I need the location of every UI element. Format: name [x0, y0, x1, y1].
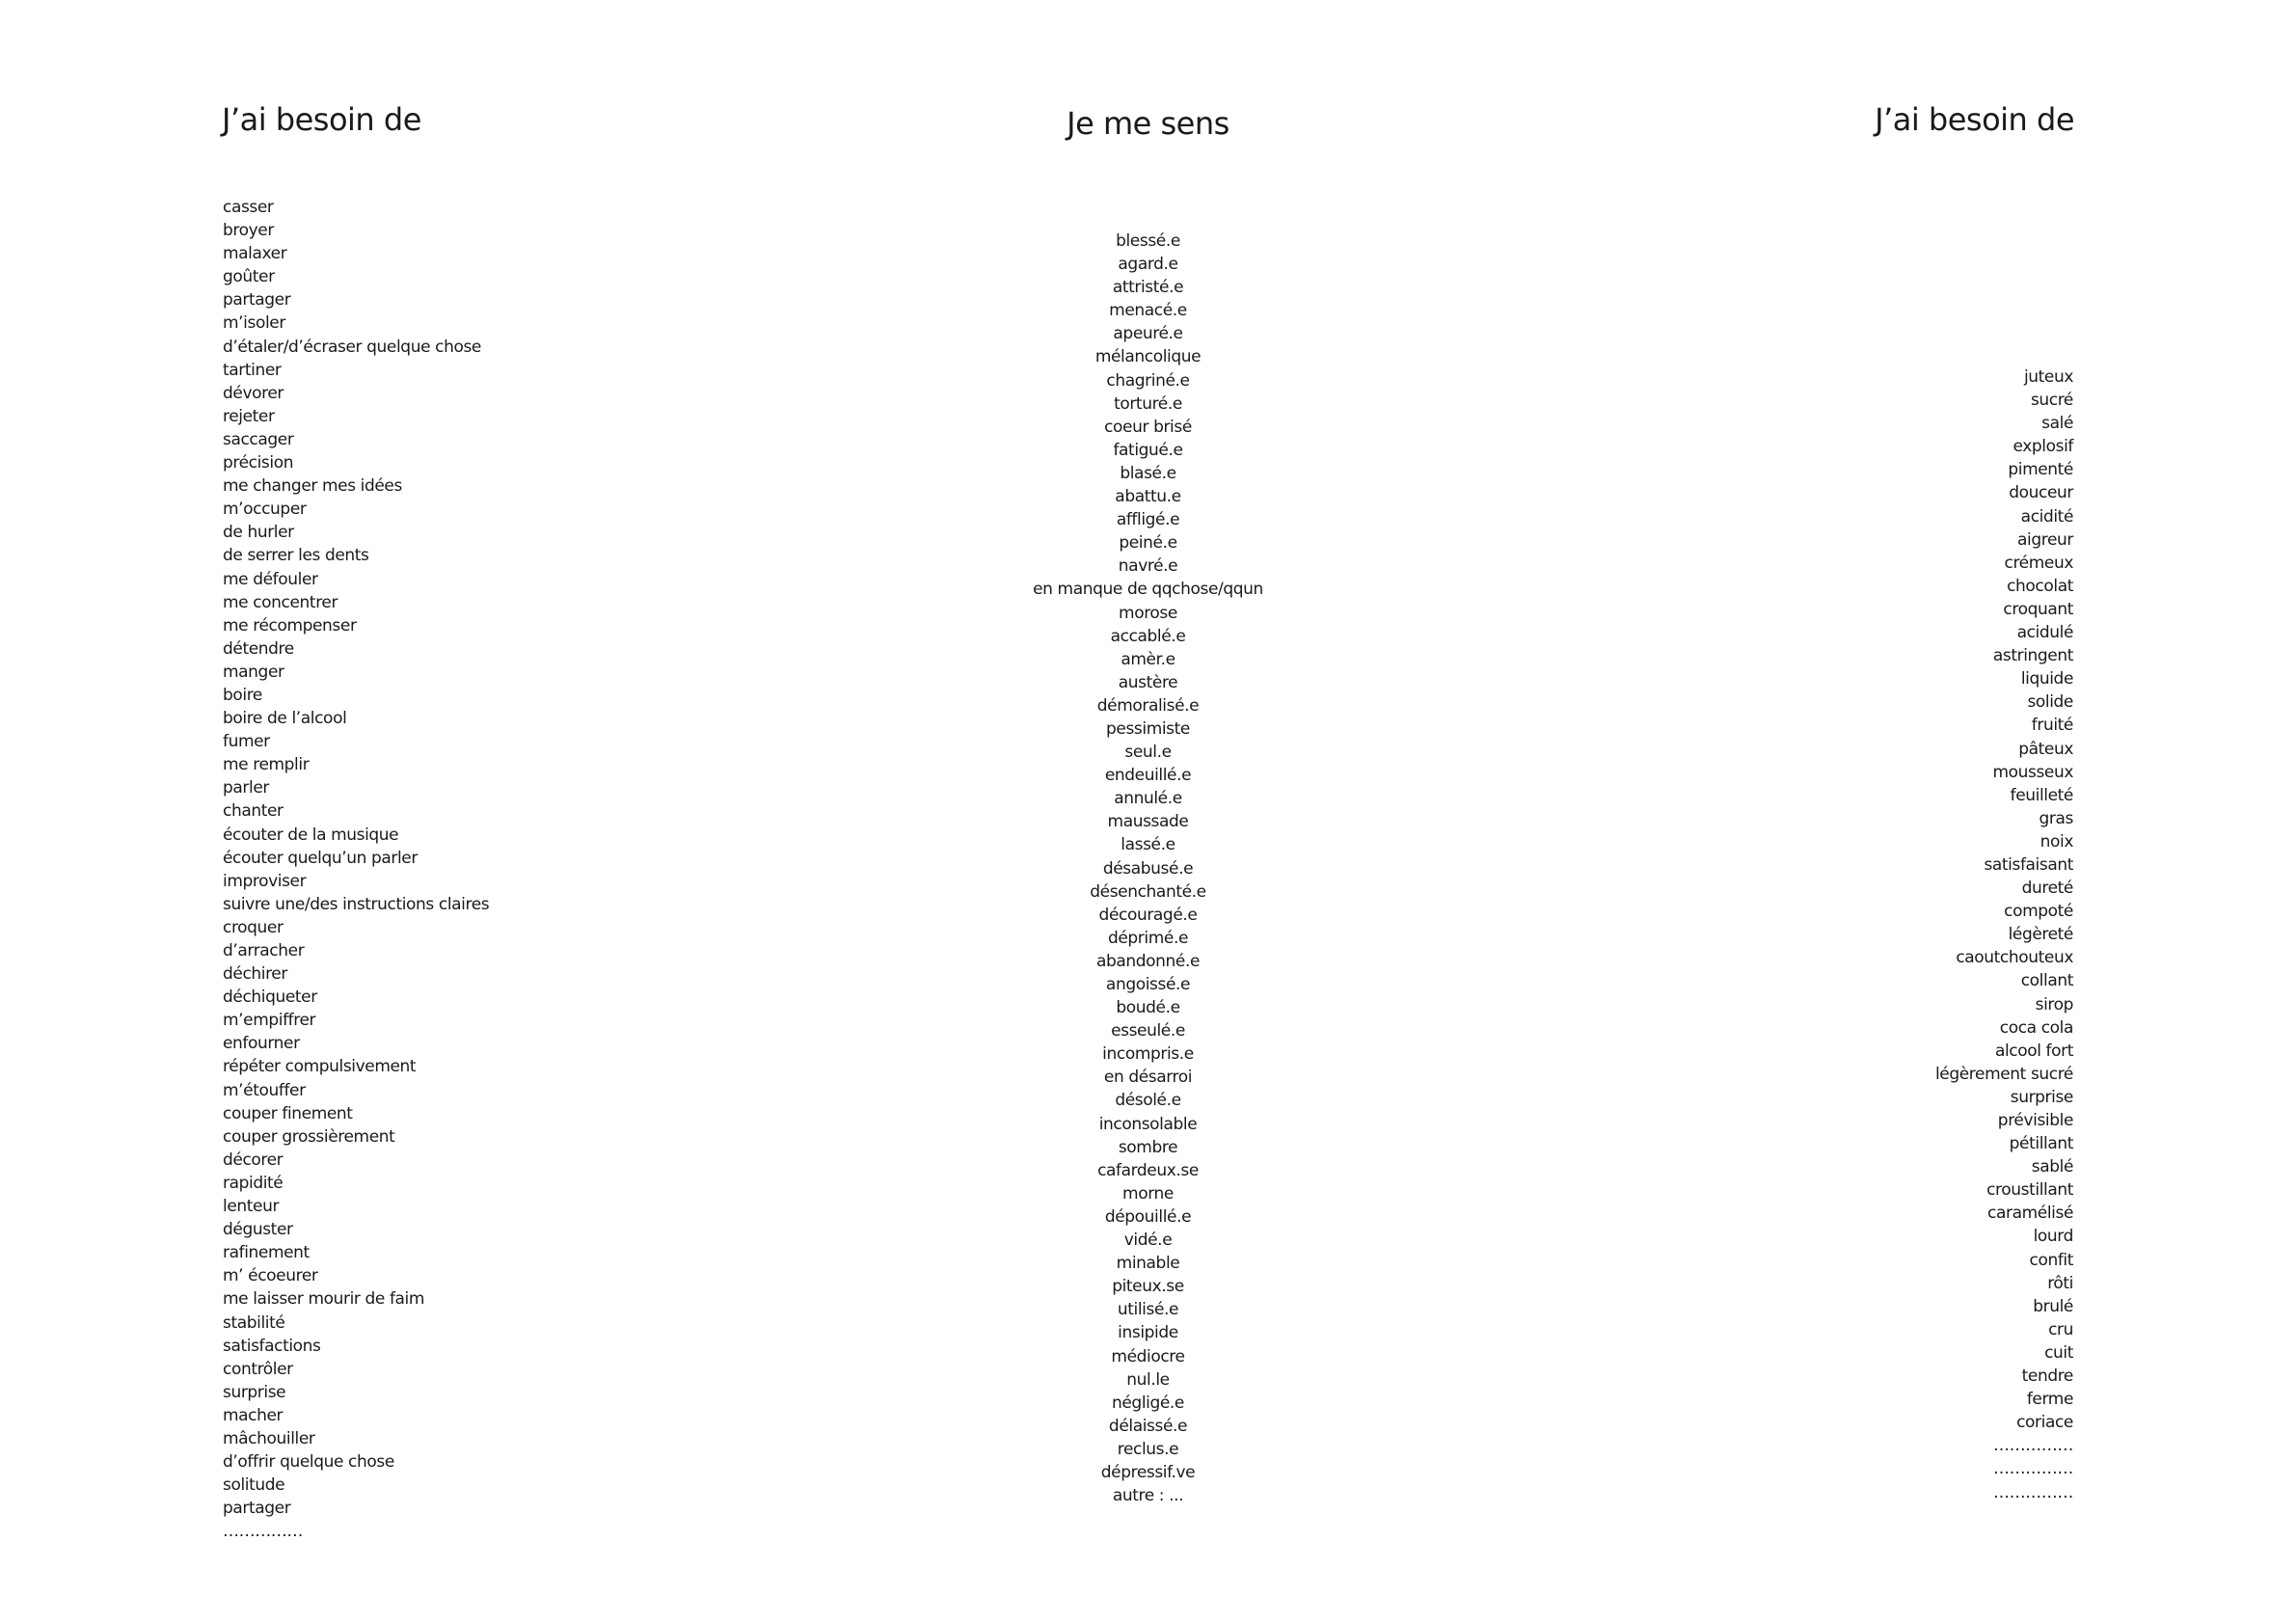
list-item: écouter quelqu’un parler	[223, 848, 418, 868]
left-column-title: J’ai besoin de	[222, 101, 421, 138]
list-item: couper finement	[223, 1103, 353, 1123]
list-item: cafardeux.se	[1097, 1160, 1199, 1180]
list-item: reclus.e	[1117, 1439, 1179, 1459]
list-item: blasé.e	[1120, 463, 1176, 483]
list-item: contrôler	[223, 1359, 293, 1379]
list-item: me défouler	[223, 569, 318, 589]
list-item: me changer mes idées	[223, 476, 402, 497]
list-item: satisfactions	[223, 1336, 321, 1356]
list-item: gras	[2039, 808, 2073, 828]
list-item: affligé.e	[1116, 510, 1180, 530]
list-item: décorer	[223, 1150, 284, 1170]
list-item: d’étaler/d’écraser quelque chose	[223, 337, 481, 357]
list-item: vidé.e	[1123, 1231, 1173, 1251]
list-item: ……………	[223, 1522, 304, 1542]
list-item: boire de l’alcool	[223, 709, 347, 729]
list-item: acidulé	[2016, 623, 2073, 643]
list-item: chanter	[223, 801, 284, 822]
list-item: torturé.e	[1114, 393, 1182, 414]
list-item: lourd	[2033, 1227, 2073, 1247]
list-item: sucré	[2030, 391, 2073, 411]
list-item: dévorer	[223, 383, 284, 403]
list-item: dépressif.ve	[1100, 1462, 1196, 1482]
list-item: caramélisé	[1987, 1204, 2073, 1224]
list-item: satisfaisant	[1984, 854, 2073, 875]
list-item: attristé.e	[1112, 278, 1184, 298]
list-item: sombre	[1118, 1137, 1178, 1157]
list-item: confit	[2029, 1250, 2073, 1270]
list-item: fruité	[2031, 716, 2073, 736]
list-item: ferme	[2026, 1390, 2073, 1410]
list-item: aigreur	[2017, 529, 2073, 550]
list-item: m’isoler	[223, 313, 285, 334]
center-column-title: Je me sens	[1067, 105, 1229, 142]
list-item: légèrement sucré	[1934, 1064, 2073, 1084]
list-item: en désarroi	[1103, 1068, 1193, 1088]
list-item: piteux.se	[1112, 1277, 1184, 1297]
list-item: abattu.e	[1115, 487, 1181, 507]
list-item: salé	[2041, 414, 2073, 434]
list-item: rafinement	[223, 1243, 310, 1263]
list-item: crémeux	[2004, 553, 2073, 573]
list-item: déguster	[223, 1220, 293, 1240]
list-item: mâchouiller	[223, 1428, 315, 1448]
list-item: prévisible	[1997, 1111, 2073, 1130]
list-item: médiocre	[1111, 1346, 1185, 1366]
list-item: solide	[2027, 692, 2073, 713]
list-item: d’arracher	[223, 941, 305, 960]
list-item: astringent	[1992, 646, 2073, 666]
list-item: répéter compulsivement	[223, 1057, 417, 1077]
list-item: apeuré.e	[1113, 324, 1183, 344]
list-item: improviser	[223, 871, 307, 891]
list-item: dureté	[2021, 879, 2073, 899]
list-item: déprimé.e	[1107, 928, 1189, 948]
list-item: lassé.e	[1121, 835, 1175, 855]
list-item: surprise	[2010, 1087, 2073, 1107]
list-item: surprise	[223, 1382, 286, 1402]
list-item: mélancolique	[1094, 347, 1202, 367]
list-item: stabilité	[223, 1312, 285, 1333]
list-item: abandonné.e	[1095, 951, 1201, 971]
list-item: désolé.e	[1115, 1091, 1181, 1111]
list-item: croquer	[223, 917, 284, 937]
list-item: désabusé.e	[1102, 858, 1194, 879]
list-item: insipide	[1118, 1323, 1178, 1343]
right-column-title: J’ai besoin de	[1875, 101, 2074, 138]
list-item: chagriné.e	[1106, 370, 1190, 391]
list-item: agard.e	[1118, 255, 1178, 275]
list-item: broyer	[223, 221, 274, 241]
list-item: macher	[223, 1405, 284, 1425]
list-item: précision	[223, 453, 294, 473]
list-item: tartiner	[223, 360, 282, 380]
list-item: blessé.e	[1116, 231, 1180, 251]
list-item: navré.e	[1118, 556, 1178, 577]
list-item: cru	[2048, 1319, 2073, 1339]
list-item: enfourner	[223, 1034, 300, 1054]
right-word-list	[1935, 365, 2073, 1504]
list-item: malaxer	[223, 244, 287, 264]
list-item: saccager	[223, 429, 294, 449]
list-item: fatigué.e	[1113, 440, 1183, 460]
list-item: en manque de qqchose/qqun	[1033, 580, 1263, 600]
list-item: de hurler	[223, 523, 294, 543]
list-item: coriace	[2016, 1413, 2073, 1433]
list-item: ……………	[1992, 1436, 2073, 1456]
list-item: esseulé.e	[1111, 1021, 1185, 1041]
list-item: coca cola	[1999, 1017, 2073, 1038]
list-item: déchiqueter	[223, 987, 317, 1008]
list-item: angoissé.e	[1105, 975, 1191, 994]
list-item: accablé.e	[1110, 626, 1186, 646]
list-item: écouter de la musique	[223, 825, 399, 845]
list-item: fumer	[223, 732, 270, 752]
list-item: boire	[223, 685, 262, 705]
list-item: croquant	[2003, 599, 2073, 619]
list-item: chocolat	[2007, 576, 2073, 596]
list-item: austère	[1118, 672, 1178, 692]
list-item: nul.le	[1126, 1369, 1170, 1390]
list-item: brulé	[2033, 1296, 2073, 1316]
list-item: pétillant	[2009, 1134, 2073, 1154]
list-item: noix	[2039, 831, 2073, 852]
list-item: de serrer les dents	[223, 546, 369, 566]
list-item: m’occuper	[223, 500, 307, 520]
list-item: couper grossièrement	[223, 1126, 395, 1147]
list-item: collant	[2020, 971, 2073, 991]
list-item: ……………	[1992, 1482, 2073, 1502]
list-item: négligé.e	[1112, 1393, 1184, 1413]
list-item: inconsolable	[1098, 1114, 1198, 1134]
list-item: détendre	[223, 638, 294, 659]
list-item: feuilleté	[2010, 785, 2073, 805]
list-item: annulé.e	[1114, 789, 1182, 809]
list-item: coeur brisé	[1104, 417, 1192, 437]
list-item: rejeter	[223, 406, 275, 426]
list-item: me laisser mourir de faim	[223, 1289, 425, 1310]
list-item: morne	[1122, 1183, 1174, 1204]
list-item: solitude	[223, 1475, 285, 1496]
list-item: pessimiste	[1106, 718, 1190, 739]
list-item: sirop	[2035, 994, 2073, 1014]
list-item: croustillant	[1986, 1180, 2073, 1201]
list-item: m’ écoeurer	[223, 1266, 318, 1286]
list-item: pimenté	[2008, 460, 2073, 480]
list-item: autre : ...	[1112, 1486, 1184, 1506]
list-item: m’empiffrer	[223, 1011, 316, 1031]
list-item: mousseux	[1992, 762, 2073, 782]
list-item: pâteux	[2018, 739, 2073, 759]
list-item: endeuillé.e	[1104, 766, 1192, 786]
list-item: me concentrer	[223, 592, 338, 612]
list-item: utilisé.e	[1117, 1300, 1179, 1320]
list-item: caoutchouteux	[1956, 948, 2073, 968]
list-item: douceur	[2009, 483, 2073, 503]
list-item: ……………	[1992, 1459, 2073, 1479]
list-item: légèreté	[2008, 925, 2073, 945]
list-item: cuit	[2044, 1342, 2073, 1363]
list-item: m’étouffer	[223, 1080, 306, 1100]
list-item: dépouillé.e	[1104, 1206, 1192, 1227]
list-item: manger	[223, 662, 284, 682]
list-item: seul.e	[1124, 743, 1172, 763]
list-item: rôti	[2047, 1273, 2073, 1293]
list-item: maussade	[1107, 812, 1189, 832]
list-item: tendre	[2021, 1366, 2073, 1387]
list-item: amèr.e	[1121, 649, 1175, 669]
list-item: délaissé.e	[1108, 1416, 1188, 1436]
list-item: rapidité	[223, 1173, 284, 1193]
list-item: me récompenser	[223, 615, 357, 636]
list-item: me remplir	[223, 755, 310, 775]
list-item: explosif	[2012, 437, 2073, 457]
list-item: boudé.e	[1116, 998, 1180, 1018]
list-item: morose	[1119, 603, 1177, 623]
list-item: minable	[1116, 1254, 1180, 1274]
list-item: découragé.e	[1098, 905, 1198, 925]
list-item: casser	[223, 198, 274, 217]
list-item: incompris.e	[1102, 1044, 1194, 1065]
list-item: lenteur	[223, 1197, 280, 1217]
list-item: partager	[223, 290, 291, 311]
list-item: liquide	[2020, 669, 2073, 690]
list-item: compoté	[2004, 902, 2073, 922]
list-item: suivre une/des instructions claires	[223, 894, 490, 914]
list-item: démoralisé.e	[1096, 695, 1200, 716]
list-item: d’offrir quelque chose	[223, 1452, 394, 1473]
list-item: déchirer	[223, 964, 287, 985]
list-item: sablé	[2031, 1157, 2073, 1177]
list-item: désenchanté.e	[1090, 881, 1206, 902]
list-item: juteux	[2023, 367, 2073, 387]
list-item: goûter	[223, 267, 275, 287]
list-item: peiné.e	[1119, 533, 1177, 554]
list-item: menacé.e	[1109, 301, 1187, 321]
list-item: alcool fort	[1994, 1041, 2073, 1061]
list-item: acidité	[2020, 506, 2073, 527]
list-item: parler	[223, 778, 269, 798]
list-item: partager	[223, 1499, 291, 1519]
